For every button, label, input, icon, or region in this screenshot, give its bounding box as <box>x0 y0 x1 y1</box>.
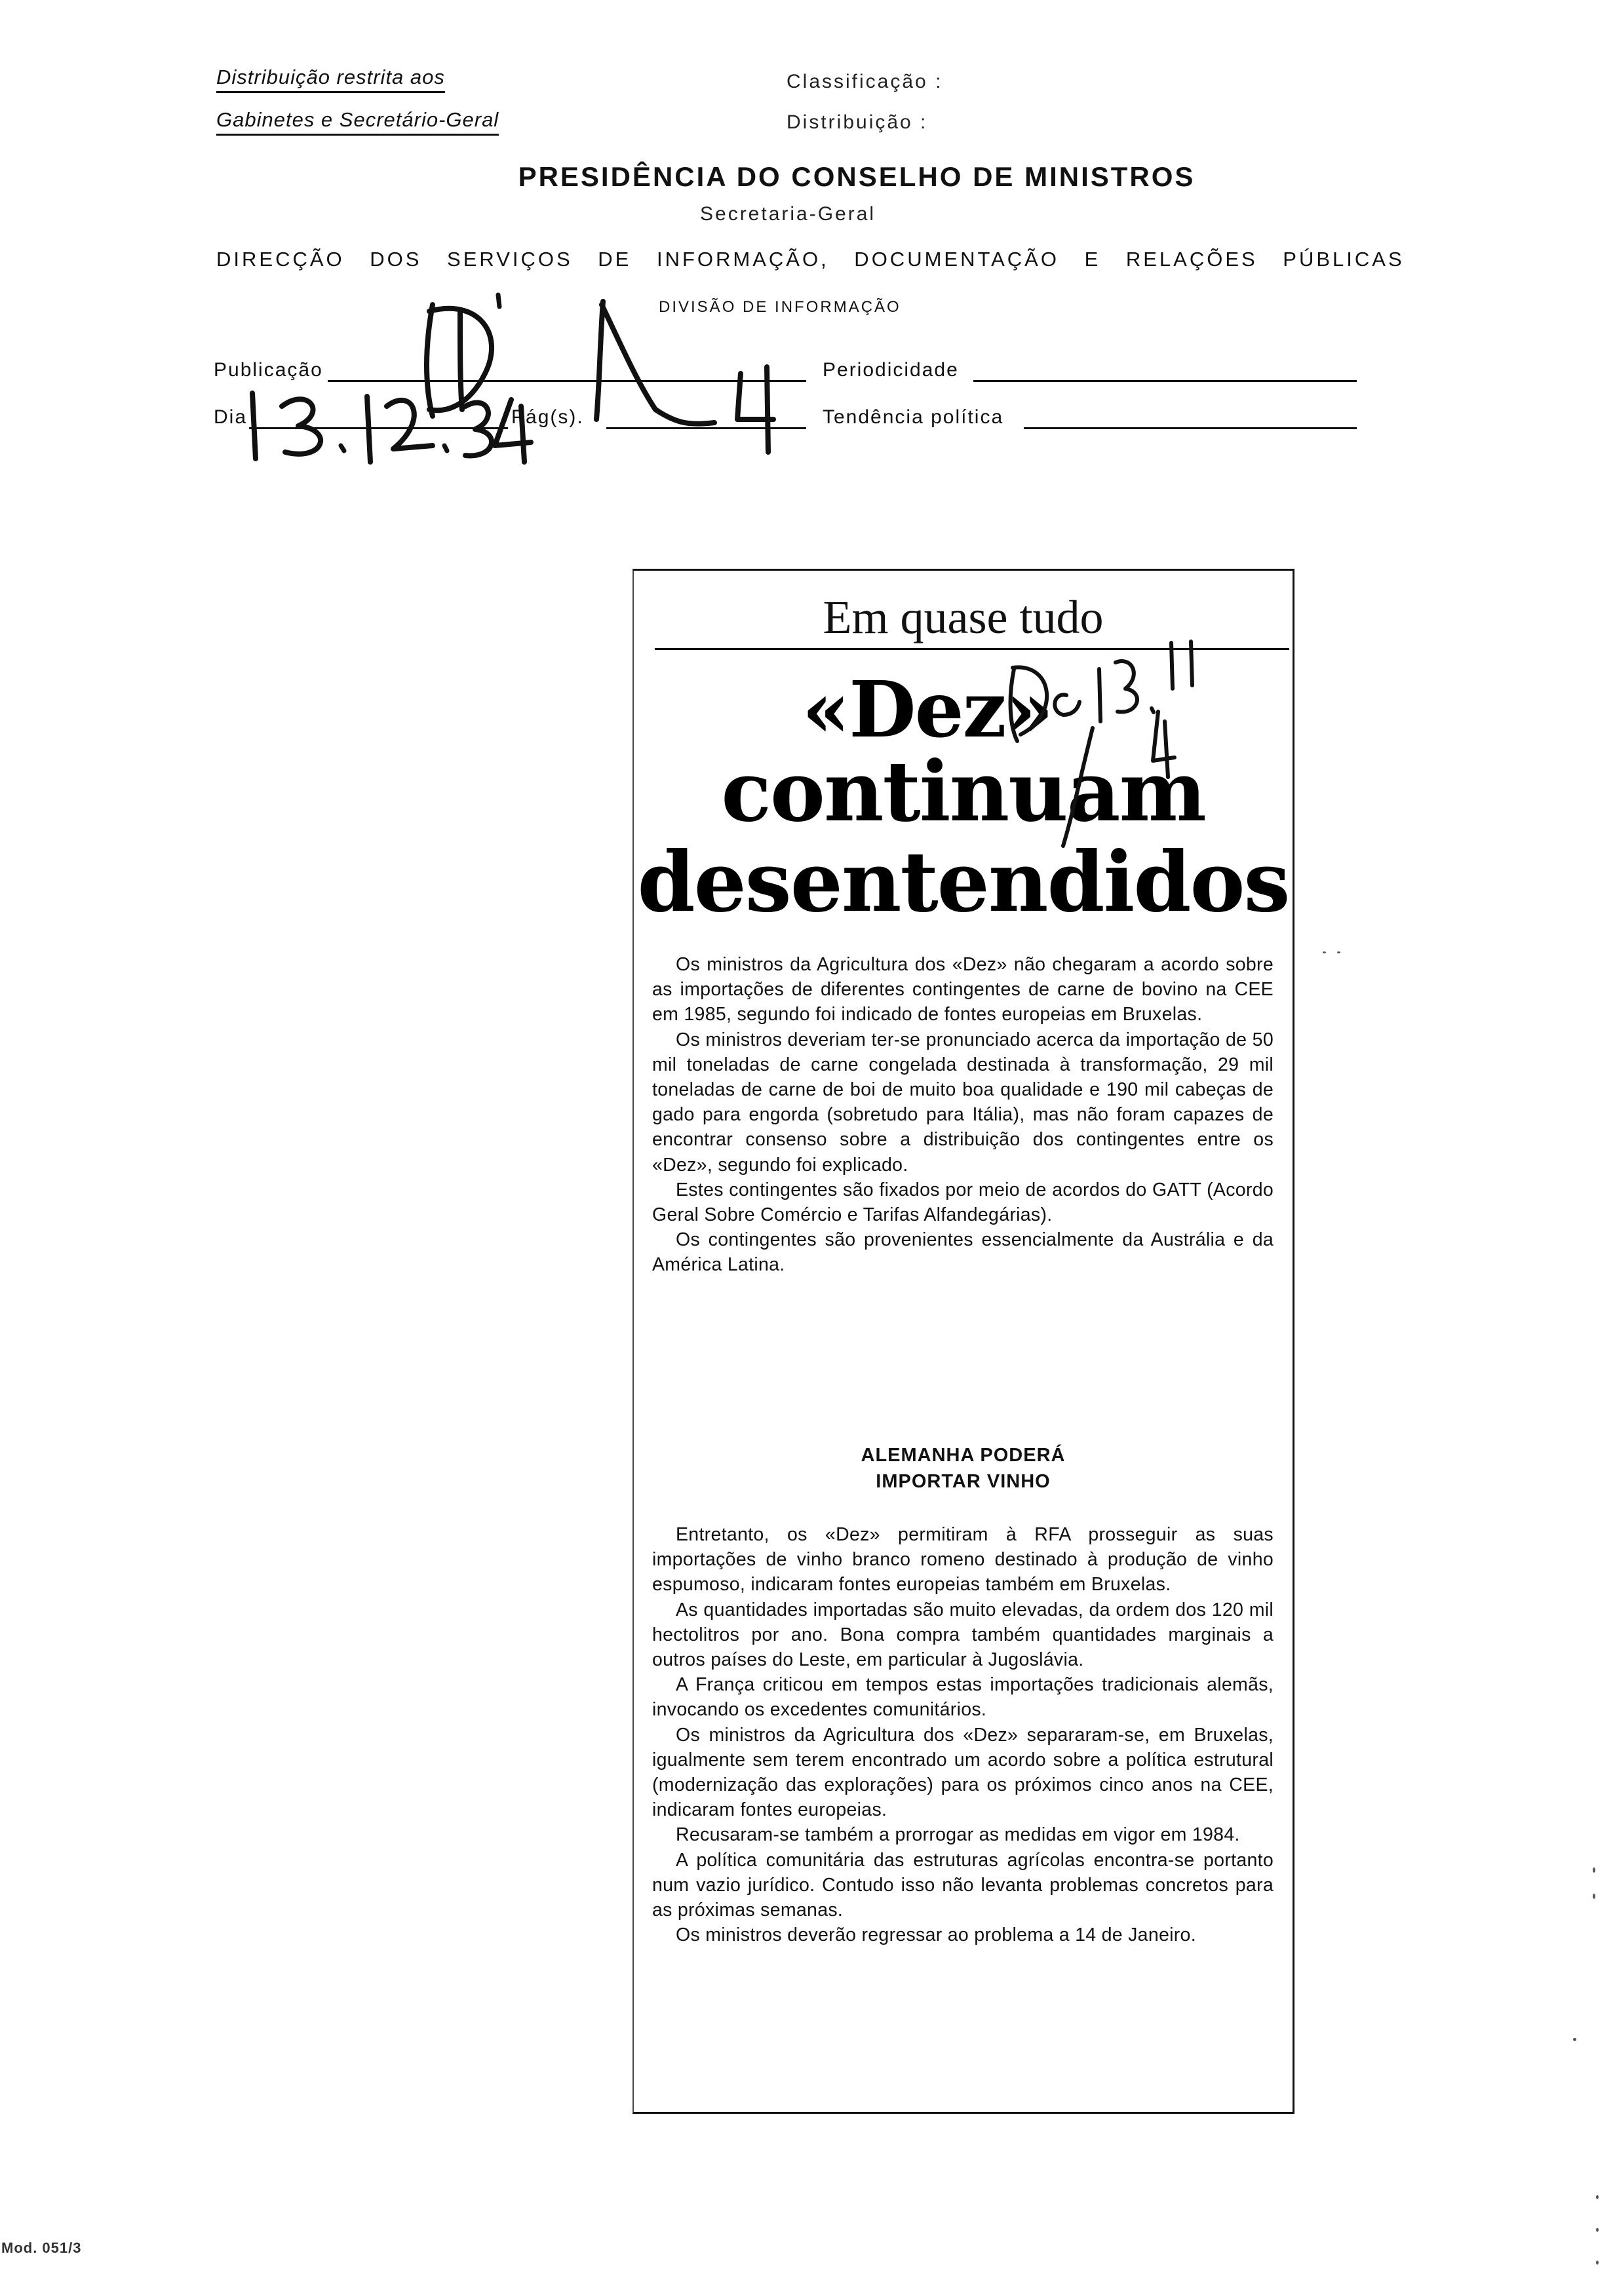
article-body-part2 <box>652 1522 1274 1947</box>
scan-speck <box>1573 2038 1576 2041</box>
headline-line2: continuam <box>721 743 1205 840</box>
form-code: Mod. 051/3 <box>1 2240 82 2256</box>
article-paragraph: Os ministros da Agricultura dos «Dez» não chegaram a acordo sobre as importações de diferentes contingentes de carne de bovino na CEE em 1985, segundo foi indicado de fontes europeias em Bruxelas. <box>652 954 1274 1025</box>
article-kicker: Em quase tudo <box>823 591 1104 643</box>
article-paragraph: A França criticou em tempos estas importações tradicionais alemãs, invocando os excedentes comunitários. <box>652 1674 1274 1721</box>
article-paragraph: Os contingentes são provenientes essencialmente da Austrália e da América Latina. <box>652 1229 1274 1276</box>
article-paragraph: Os ministros da Agricultura dos «Dez» separaram-se, em Bruxelas, igualmente sem terem encontrado um acordo sobre a política estrutural (modernização das explorações) para os próximos cinco anos na CEE, indicaram fontes europeias. <box>652 1724 1274 1821</box>
political-tendency-line <box>1024 427 1357 429</box>
political-tendency-label: Tendência política <box>823 406 1004 428</box>
classification-label: Classificação : <box>787 71 943 92</box>
scan-speck <box>1323 951 1326 953</box>
distribution-note-line2: Gabinetes e Secretário-Geral <box>216 108 499 132</box>
article-paragraph: Os ministros deveriam ter-se pronunciado acerca da importação de 50 mil toneladas de carne congelada destinada à transformação, 29 mil toneladas de carne de boi de muito boa qualidade e 190 mil cabeças de gado para engorda (sobretudo para Itália), mas não foram capazes de encontrar consenso sobre a distribuição dos contingentes entre os «Dez», segundo foi explicado. <box>652 1029 1274 1176</box>
handwritten-day <box>236 380 577 472</box>
scan-speck <box>1593 1867 1595 1873</box>
article-subhead-line2: IMPORTAR VINHO <box>876 1471 1051 1492</box>
scan-speck <box>1596 2261 1599 2265</box>
article-paragraph: Entretanto, os «Dez» permitiram à RFA prosseguir as suas importações de vinho branco romeno destinado à produção de vinho espumoso, indicaram fontes europeias também em Bruxelas. <box>652 1524 1274 1596</box>
scan-speck <box>1596 2195 1599 2199</box>
scan-speck <box>1337 951 1340 953</box>
pages-label: Pág(s). <box>511 406 584 428</box>
newspaper-clipping <box>632 569 1294 2114</box>
article-paragraph: As quantidades importadas são muito elevadas, da ordem dos 120 mil hectolitros por ano. Bona compra também quantidades marginais a outros países do Leste, em particular à Jugoslávia. <box>652 1599 1274 1671</box>
periodicity-line <box>973 380 1357 382</box>
directorate-line: DIRECÇÃO DOS SERVIÇOS DE INFORMAÇÃO, DOCUMENTAÇÃO E RELAÇÕES PÚBLICAS <box>216 248 1405 271</box>
article-subhead-line1: ALEMANHA PODERÁ <box>861 1445 1066 1466</box>
article-body-part1 <box>652 952 1274 1278</box>
article-paragraph: A política comunitária das estruturas agrícolas encontra-se portanto num vazio jurídico. Contudo isso não levanta problemas concretos para as próximas semanas. <box>652 1849 1274 1921</box>
distribution-note-line1: Distribuição restrita aos <box>216 66 445 89</box>
periodicity-label: Periodicidade <box>823 359 959 381</box>
page-subtitle: Secretaria-Geral <box>700 203 876 225</box>
day-label: Dia <box>214 406 248 428</box>
headline-line3: desentendidos <box>637 833 1289 930</box>
handwritten-pages <box>721 354 813 459</box>
article-paragraph: Estes contingentes são fixados por meio de acordos do GATT (Acordo Geral Sobre Comércio e Tarifas Alfandegárias). <box>652 1179 1274 1226</box>
article-paragraph: Os ministros deverão regressar ao problema a 14 de Janeiro. <box>676 1924 1196 1946</box>
distribution-label: Distribuição : <box>787 111 928 133</box>
page-title: PRESIDÊNCIA DO CONSELHO DE MINISTROS <box>518 161 1196 192</box>
division-label: DIVISÃO DE INFORMAÇÃO <box>659 298 901 316</box>
handwritten-margin-note <box>1001 617 1289 852</box>
publication-label: Publicação <box>214 359 323 381</box>
scan-speck <box>1596 2228 1599 2232</box>
scan-speck <box>1593 1894 1595 1899</box>
headline-line1: «Dez» <box>802 664 1053 755</box>
article-paragraph: Recusaram-se também a prorrogar as medidas em vigor em 1984. <box>676 1824 1240 1846</box>
